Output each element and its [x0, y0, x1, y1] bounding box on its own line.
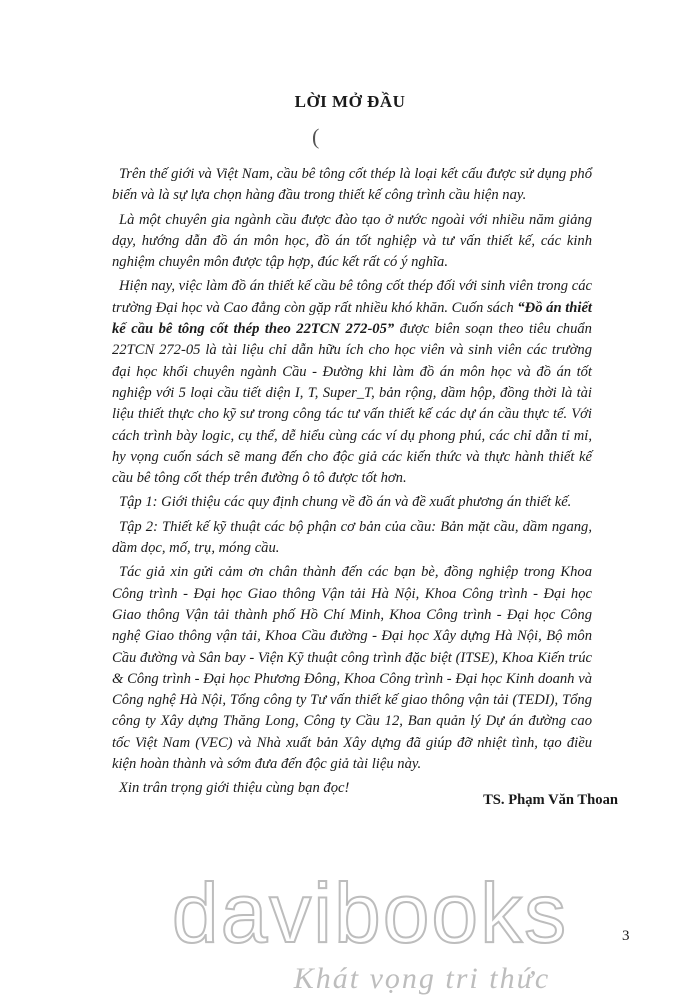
paragraph-6: Tác giả xin gửi cảm ơn chân thành đến các bạn bè, đồng nghiệp trong Khoa Công trình - Đại học Giao thông Vận tải Hà Nội, Khoa Công trình - Đại học Giao thông Vận tải thành phố Hồ Chí Minh, Khoa Công trình - Đại học Công nghệ Giao thông vận tải, Khoa Cầu đường - Đại học Xây dựng Hà Nội, Bộ môn Cầu đường và Sân bay - Viện Kỹ thuật công trình đặc biệt (ITSE), Khoa Kiến trúc & Công trình - Đại học Phương Đông, Khoa Công trình - Đại học Kinh doanh và Công nghệ Hà Nội, Tổng công ty Tư vấn thiết kế giao thông vận tải (TEDI), Tổng công ty Xây dựng Thăng Long, Công ty Cầu 12, Ban quản lý Dự án đường cao tốc Việt Nam (VEC) và Nhà xuất bản Xây dựng đã giúp đỡ nhiệt tình, tạo điều kiện hoàn thành và sớm đưa đến độc giả tài liệu này. — [112, 564, 592, 773]
paragraph-1: Trên thế giới và Việt Nam, cầu bê tông cốt thép là loại kết cấu được sử dụng phổ biến và là sự lựa chọn hàng đầu trong thiết kế công trình cầu hiện nay. — [112, 166, 592, 204]
paragraph-7: Xin trân trọng giới thiệu cùng bạn đọc! — [119, 780, 350, 797]
watermark-logo — [150, 870, 590, 1000]
paragraph-2: Là một chuyên gia ngành cầu được đào tạo ở nước ngoài với nhiều năm giảng dạy, hướng dẫn đồ án môn học, đồ án tốt nghiệp và tư vấn thiết kế, các kinh nghiệm chuyên môn được tập hợp, đúc kết rất có ý nghĩa. — [112, 211, 592, 271]
preface-body — [112, 164, 592, 803]
watermark-tagline: Khát vọng tri thức — [293, 962, 551, 995]
handwritten-mark: ( — [312, 124, 320, 149]
paragraph-3-end: được biên soạn theo tiêu chuẩn 22TCN 272-05 là tài liệu chỉ dẫn hữu ích cho học viên và sinh viên các trường đại học khối chuyên ngành Cầu - Đường khi làm đồ án môn học và đồ án tốt nghiệp với 5 loại cầu tiết diện I, T, Super_T, bản rộng, dầm hộp, đồng thời là tài liệu thiết thực cho kỹ sư trong công tác tư vấn thiết kế các dự án cầu thực tế. Với cách trình bày logic, cụ thể, dễ hiểu cùng các ví dụ phong phú, các chỉ dẫn tỉ mỉ, hy vọng cuốn sách sẽ mang đến cho độc giả các kiến thức và thực hành thiết kế cầu bê tông cốt thép trên đường ô tô được tốt hơn. — [112, 321, 592, 487]
watermark-brand: davibooks — [171, 870, 569, 960]
page-title: LỜI MỞ ĐẦU — [294, 92, 406, 111]
book-title: “Đồ án thiết kế cầu bê tông cốt thép theo 22TCN 272-05” — [112, 299, 592, 338]
author-signature: TS. Phạm Văn Thoan — [483, 792, 618, 808]
paragraph-4: Tập 1: Giới thiệu các quy định chung về đồ án và đề xuất phương án thiết kế. — [119, 494, 572, 511]
page-number: 3 — [622, 928, 630, 944]
paragraph-3-start: Hiện nay, việc làm đồ án thiết kế cầu bê tông cốt thép đối với sinh viên trong các trường Đại học và Cao đẳng còn gặp rất nhiều khó khăn. Cuốn sách — [112, 278, 592, 316]
paragraph-5: Tập 2: Thiết kế kỹ thuật các bộ phận cơ bản của cầu: Bản mặt cầu, dầm ngang, dầm dọc, mố, trụ, móng cầu. — [112, 518, 592, 557]
paragraph-3 — [112, 276, 592, 489]
